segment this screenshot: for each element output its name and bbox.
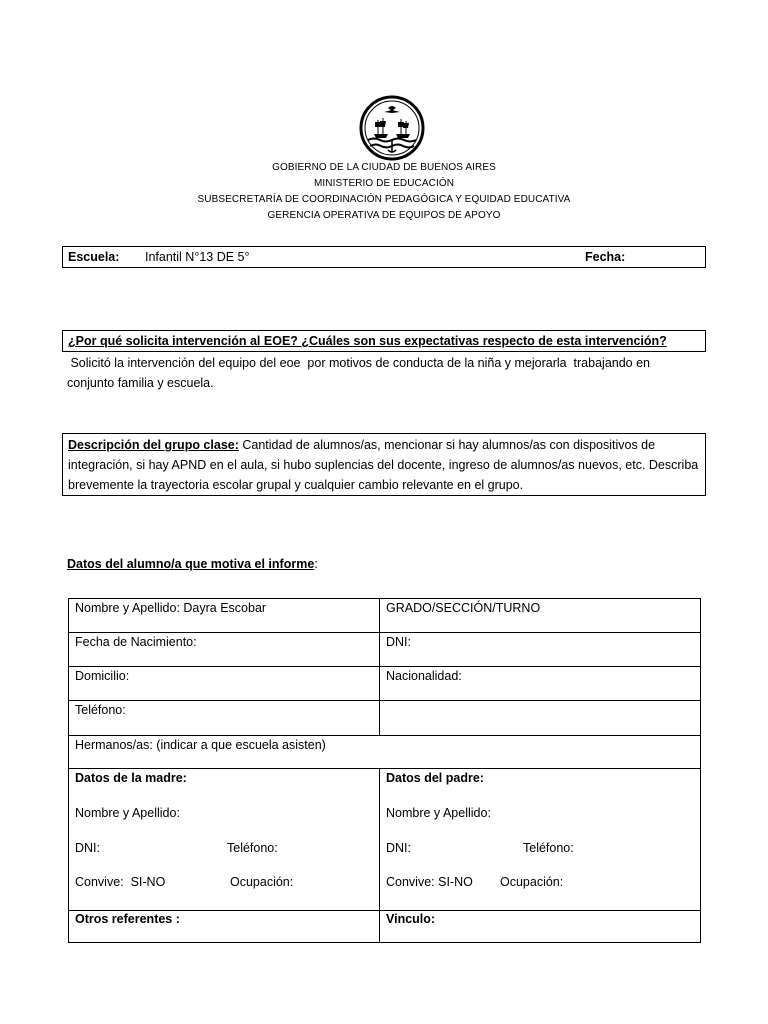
table-row bbox=[69, 667, 701, 701]
header-management: GERENCIA OPERATIVA DE EQUIPOS DE APOYO bbox=[267, 210, 501, 221]
table-row bbox=[69, 769, 701, 911]
fecha-label: Fecha: bbox=[585, 250, 626, 264]
birth-date-cell[interactable]: Fecha de Nacimiento: bbox=[69, 633, 380, 667]
mother-name-label: Nombre y Apellido: bbox=[75, 806, 180, 820]
empty-cell[interactable] bbox=[380, 701, 701, 736]
header-subsecretary: SUBSECRETARÍA DE COORDINACIÓN PEDAGÓGICA Y EQUIDAD EDUCATIVA bbox=[197, 194, 571, 205]
escuela-label: Escuela: bbox=[68, 250, 120, 264]
intervention-answer[interactable] bbox=[67, 353, 697, 393]
other-referents-cell[interactable]: Otros referentes : bbox=[69, 910, 380, 942]
mother-phone-label: Teléfono: bbox=[227, 840, 278, 855]
mother-occupation-label: Ocupación: bbox=[230, 875, 294, 889]
father-dni-label: DNI: bbox=[386, 840, 411, 855]
group-description-text: Cantidad de alumnos/as, mencionar si hay alumnos/as con dispositivos de integración, si hay APND en el aula, si hubo suplencias del docente, ingreso de alumnos/as nuevos, etc. Describa brevemente la trayectoria escolar grupal y cualquier cambio relevante en el grupo. bbox=[68, 438, 699, 492]
header-ministry: MINISTERIO DE EDUCACIÓN bbox=[313, 178, 455, 189]
intervention-answer-line-1: Solicitó la intervención del equipo del eoe por motivos de conducta de la niña y mejorarla trabajando en bbox=[67, 356, 651, 370]
student-name-cell[interactable]: Nombre y Apellido: Dayra Escobar bbox=[69, 599, 380, 633]
father-name-label: Nombre y Apellido: bbox=[386, 806, 491, 820]
student-section-title-colon: : bbox=[314, 557, 318, 571]
escuela-value[interactable]: Infantil N°13 DE 5° bbox=[145, 250, 250, 264]
father-data-title: Datos del padre: bbox=[386, 771, 484, 785]
intervention-answer-line-2: conjunto familia y escuela. bbox=[67, 376, 214, 390]
table-row bbox=[69, 599, 701, 633]
dni-cell[interactable]: DNI: bbox=[380, 633, 701, 667]
grade-section-shift-cell[interactable]: GRADO/SECCIÓN/TURNO bbox=[380, 599, 701, 633]
father-lives-with-label: Convive: SI-NO bbox=[386, 875, 473, 889]
government-seal-logo bbox=[358, 94, 426, 162]
student-section-title bbox=[67, 557, 318, 571]
school-row bbox=[62, 246, 706, 268]
mother-lives-with-label: Convive: SI-NO bbox=[75, 875, 166, 889]
table-row bbox=[69, 736, 701, 769]
phone-cell[interactable]: Teléfono: bbox=[69, 701, 380, 736]
group-description-box bbox=[62, 433, 706, 496]
relationship-cell[interactable]: Vinculo: bbox=[380, 910, 701, 942]
table-row bbox=[69, 910, 701, 942]
header-government: GOBIERNO DE LA CIUDAD DE BUENOS AIRES bbox=[272, 162, 496, 173]
father-occupation-label: Ocupación: bbox=[500, 875, 564, 889]
father-phone-label: Teléfono: bbox=[523, 840, 574, 855]
mother-data-title: Datos de la madre: bbox=[75, 771, 187, 785]
student-data-table bbox=[68, 598, 701, 943]
table-row bbox=[69, 633, 701, 667]
student-section-title-text: Datos del alumno/a que motiva el informe bbox=[67, 557, 315, 571]
address-cell[interactable]: Domicilio: bbox=[69, 667, 380, 701]
group-description-label: Descripción del grupo clase: bbox=[68, 438, 239, 452]
nationality-cell[interactable]: Nacionalidad: bbox=[380, 667, 701, 701]
table-row bbox=[69, 701, 701, 736]
intervention-question: ¿Por qué solicita intervención al EOE? ¿Cuáles son sus expectativas respecto de esta intervención? bbox=[68, 334, 667, 348]
mother-dni-label: DNI: bbox=[75, 840, 100, 855]
siblings-cell[interactable]: Hermanos/as: (indicar a que escuela asisten) bbox=[69, 736, 701, 769]
father-data-cell[interactable] bbox=[380, 769, 701, 911]
mother-data-cell[interactable] bbox=[69, 769, 380, 911]
intervention-question-box bbox=[62, 330, 706, 352]
